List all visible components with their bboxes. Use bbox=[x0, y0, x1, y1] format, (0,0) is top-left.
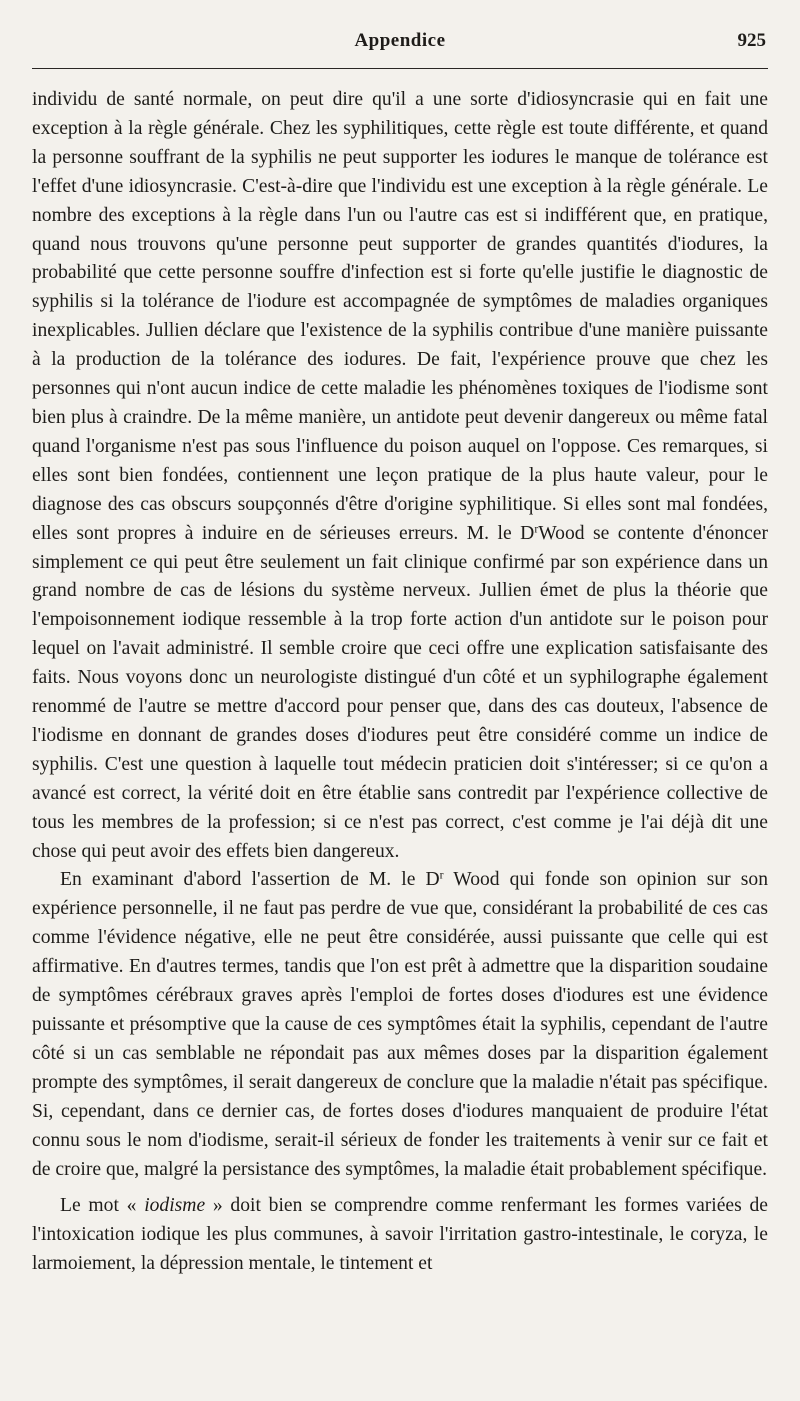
paragraph-2-text-cont: Wood qui fonde son opinion sur son expérience personnelle, il ne faut pas perdre de vue que, considérant la probabilité de ces cas comme l'évidence négative, elle ne peut être considérée, aussi puissante que celle qui est affirmative. En d'autres termes, tandis que l'on est prêt à admettre que la disparition soudaine de symptômes cérébraux graves après l'emploi de fortes doses d'iodures est une évidence puissante et présomptive que la cause de ces symptômes était la syphilis, cependant de l'autre côté si un cas semblable ne répondait pas aux mêmes doses par la disparition également prompte des symptômes, il serait dangereux de conclure que la maladie n'était pas spécifique. Si, cependant, dans ce dernier cas, de fortes doses d'iodures manquaient de produire l'état connu sous le nom d'iodisme, serait-il sérieux de fonder les traitements à venir sur ce fait et de croire que, malgré la persistance des symptômes, la maladie était probablement spécifique. bbox=[32, 869, 768, 1180]
paragraph-1-text-cont: Wood se contente d'énoncer simplement ce qui peut être seulement un fait clinique confirmé par son expérience dans un grand nombre de cas de lésions du système nerveux. Jullien émet de plus la théorie que l'empoisonnement iodique ressemble à la trop forte action d'un antidote sur le poison pour lequel on l'avait administré. Il semble croire que ceci offre une explication satisfaisante des faits. Nous voyons donc un neurologiste distingué d'un côté et un syphilographe également renommé de l'autre se mettre d'accord pour penser que, dans des cas douteux, l'absence de l'iodisme en donnant de grandes doses d'iodures peut être considéré comme un indice de syphilis. C'est une question à laquelle tout médecin praticien doit s'intéresser; si ce qu'on a avancé est correct, la vérité doit en être établie sans contredit par l'expérience collective de tous les membres de la profession; si ce n'est pas correct, c'est comme je l'ai déjà dit une chose qui peut avoir des effets bien dangereux. bbox=[32, 522, 768, 862]
paragraph-3-text: Le mot « bbox=[60, 1195, 145, 1217]
paragraph-2-text: En examinant d'abord l'assertion de M. le D bbox=[60, 869, 440, 891]
paragraph-1-text: individu de santé normale, on peut dire qu'il a une sorte d'idiosyncrasie qui en fait une exception à la règle générale. Chez les syphilitiques, cette règle est toute différente, et quand la personne souffrant de la syphilis ne peut supporter les iodures le manque de tolérance est l'effet d'une idiosyncrasie. C'est-à-dire que l'individu est une exception à la règle générale. Le nombre des exceptions à la règle dans l'un ou l'autre cas est si indifférent que, en pratique, quand nous trouvons qu'une personne peut supporter de grandes quantités d'iodures, la probabilité que cette personne souffre d'infection est si forte qu'elle justifie le diagnostic de syphilis si la tolérance de l'iodure est accompagnée de symptômes de maladies organiques inexplicables. Jullien déclare que l'existence de la syphilis contribue d'une manière puissante à la production de la tolérance des iodures. De fait, l'expérience prouve que chez les personnes qui n'ont aucun indice de cette maladie les phénomènes toxiques de l'iodisme sont bien plus à craindre. De la même manière, un antidote peut devenir dangereux ou même fatal quand l'organisme n'est pas sous l'influence du poison auquel on l'oppose. Ces remarques, si elles sont bien fondées, contiennent une leçon pratique de la plus haute valeur, pour le diagnose des cas obscurs soupçonnés d'être d'origine syphilitique. Si elles sont mal fondées, elles sont propres à induire en de sérieuses erreurs. M. le D bbox=[32, 89, 768, 544]
running-title: Appendice bbox=[354, 30, 446, 51]
page-header bbox=[32, 28, 768, 69]
paragraph-1 bbox=[32, 86, 768, 866]
superscript-r: r bbox=[439, 869, 444, 883]
paragraph-3-text-cont: » doit bien se comprendre comme renfermant les formes variées de l'intoxication iodique les plus communes, à savoir l'irritation gastro-intestinale, le coryza, le larmoiement, la dépression mentale, le tintement et bbox=[32, 1195, 768, 1275]
body-text bbox=[32, 86, 768, 1279]
page-number: 925 bbox=[737, 30, 766, 51]
superscript-r: r bbox=[534, 522, 539, 536]
paragraph-2 bbox=[32, 866, 768, 1184]
paragraph-3 bbox=[32, 1192, 768, 1279]
italic-term: iodisme bbox=[144, 1195, 206, 1217]
